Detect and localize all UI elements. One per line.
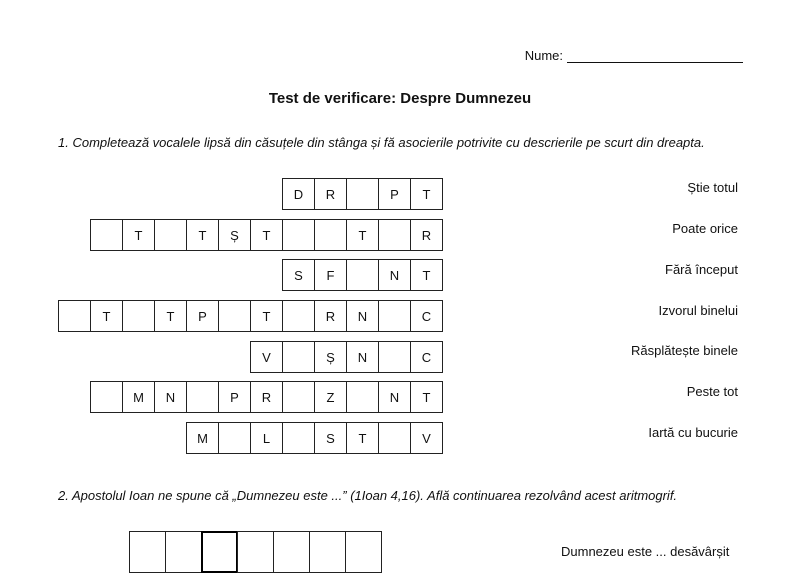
empty-vowel-cell[interactable] [90, 219, 123, 251]
puzzle-row [90, 219, 443, 251]
aritmogrif-cell[interactable] [273, 531, 310, 573]
empty-vowel-cell[interactable] [314, 219, 347, 251]
letter-cell: T [250, 219, 283, 251]
letter-cell: T [346, 219, 379, 251]
empty-vowel-cell[interactable] [218, 300, 251, 332]
name-field[interactable] [525, 48, 743, 63]
letter-cell: M [186, 422, 219, 454]
letter-cell: F [314, 259, 347, 291]
aritmogrif-cell[interactable] [309, 531, 346, 573]
letter-cell: R [410, 219, 443, 251]
empty-vowel-cell[interactable] [346, 178, 379, 210]
empty-vowel-cell[interactable] [346, 259, 379, 291]
letter-cell: Ș [314, 341, 347, 373]
empty-vowel-cell[interactable] [282, 219, 315, 251]
aritmogrif-cell[interactable] [165, 531, 202, 573]
puzzle-row [90, 381, 443, 413]
letter-cell: R [314, 178, 347, 210]
aritmogrif-cell[interactable] [237, 531, 274, 573]
letter-cell: T [410, 381, 443, 413]
empty-vowel-cell[interactable] [346, 381, 379, 413]
empty-vowel-cell[interactable] [218, 422, 251, 454]
page-title: Test de verificare: Despre Dumnezeu [268, 90, 532, 107]
letter-cell: T [90, 300, 123, 332]
empty-vowel-cell[interactable] [378, 341, 411, 373]
letter-cell: N [346, 341, 379, 373]
letter-cell: C [410, 300, 443, 332]
empty-vowel-cell[interactable] [282, 381, 315, 413]
description-item: Iartă cu bucurie [648, 425, 738, 440]
empty-vowel-cell[interactable] [282, 300, 315, 332]
empty-vowel-cell[interactable] [282, 422, 315, 454]
letter-cell: N [378, 259, 411, 291]
letter-cell: N [378, 381, 411, 413]
letter-cell: Z [314, 381, 347, 413]
empty-vowel-cell[interactable] [378, 219, 411, 251]
puzzle-row [282, 178, 443, 210]
name-blank-line[interactable] [567, 48, 743, 63]
letter-cell: T [250, 300, 283, 332]
description-item: Fără început [665, 262, 738, 277]
letter-cell: S [282, 259, 315, 291]
letter-cell: C [410, 341, 443, 373]
letter-cell: D [282, 178, 315, 210]
empty-vowel-cell[interactable] [58, 300, 91, 332]
description-item: Știe totul [687, 180, 738, 195]
empty-vowel-cell[interactable] [186, 381, 219, 413]
empty-vowel-cell[interactable] [122, 300, 155, 332]
letter-cell: T [154, 300, 187, 332]
description-item: Izvorul binelui [658, 303, 738, 318]
letter-cell: N [154, 381, 187, 413]
letter-cell: T [410, 259, 443, 291]
letter-cell: P [218, 381, 251, 413]
puzzle-row [250, 341, 443, 373]
puzzle-row [58, 300, 443, 332]
exercise1-instruction: 1. Completează vocalele lipsă din căsuțele din stânga și fă asocierile potrivite cu descrierile pe scurt din dreapta. [58, 135, 705, 150]
puzzle-row [282, 259, 443, 291]
letter-cell: T [410, 178, 443, 210]
empty-vowel-cell[interactable] [378, 300, 411, 332]
letter-cell: S [314, 422, 347, 454]
empty-vowel-cell[interactable] [378, 422, 411, 454]
empty-vowel-cell[interactable] [90, 381, 123, 413]
aritmogrif-key-cell[interactable] [201, 531, 238, 573]
letter-cell: Ș [218, 219, 251, 251]
description-item: Răsplătește binele [631, 343, 738, 358]
letter-cell: R [314, 300, 347, 332]
aritmogrif-cell[interactable] [129, 531, 166, 573]
letter-cell: R [250, 381, 283, 413]
letter-cell: V [250, 341, 283, 373]
aritmogrif-cell[interactable] [345, 531, 382, 573]
aritmogrif-grid [129, 531, 382, 573]
letter-cell: V [410, 422, 443, 454]
description-item: Poate orice [672, 221, 738, 236]
letter-cell: T [122, 219, 155, 251]
puzzle-row [186, 422, 443, 454]
letter-cell: P [186, 300, 219, 332]
letter-cell: T [186, 219, 219, 251]
empty-vowel-cell[interactable] [154, 219, 187, 251]
letter-cell: T [346, 422, 379, 454]
letter-cell: N [346, 300, 379, 332]
exercise2-instruction: 2. Apostolul Ioan ne spune că „Dumnezeu este ...” (1Ioan 4,16). Află continuarea rezolvând acest aritmogrif. [58, 488, 678, 503]
name-label: Nume: [524, 48, 563, 63]
letter-cell: P [378, 178, 411, 210]
aritmogrif-clue-1: Dumnezeu este ... desăvârșit [561, 544, 730, 559]
empty-vowel-cell[interactable] [282, 341, 315, 373]
description-item: Peste tot [686, 384, 738, 399]
letter-cell: L [250, 422, 283, 454]
letter-cell: M [122, 381, 155, 413]
